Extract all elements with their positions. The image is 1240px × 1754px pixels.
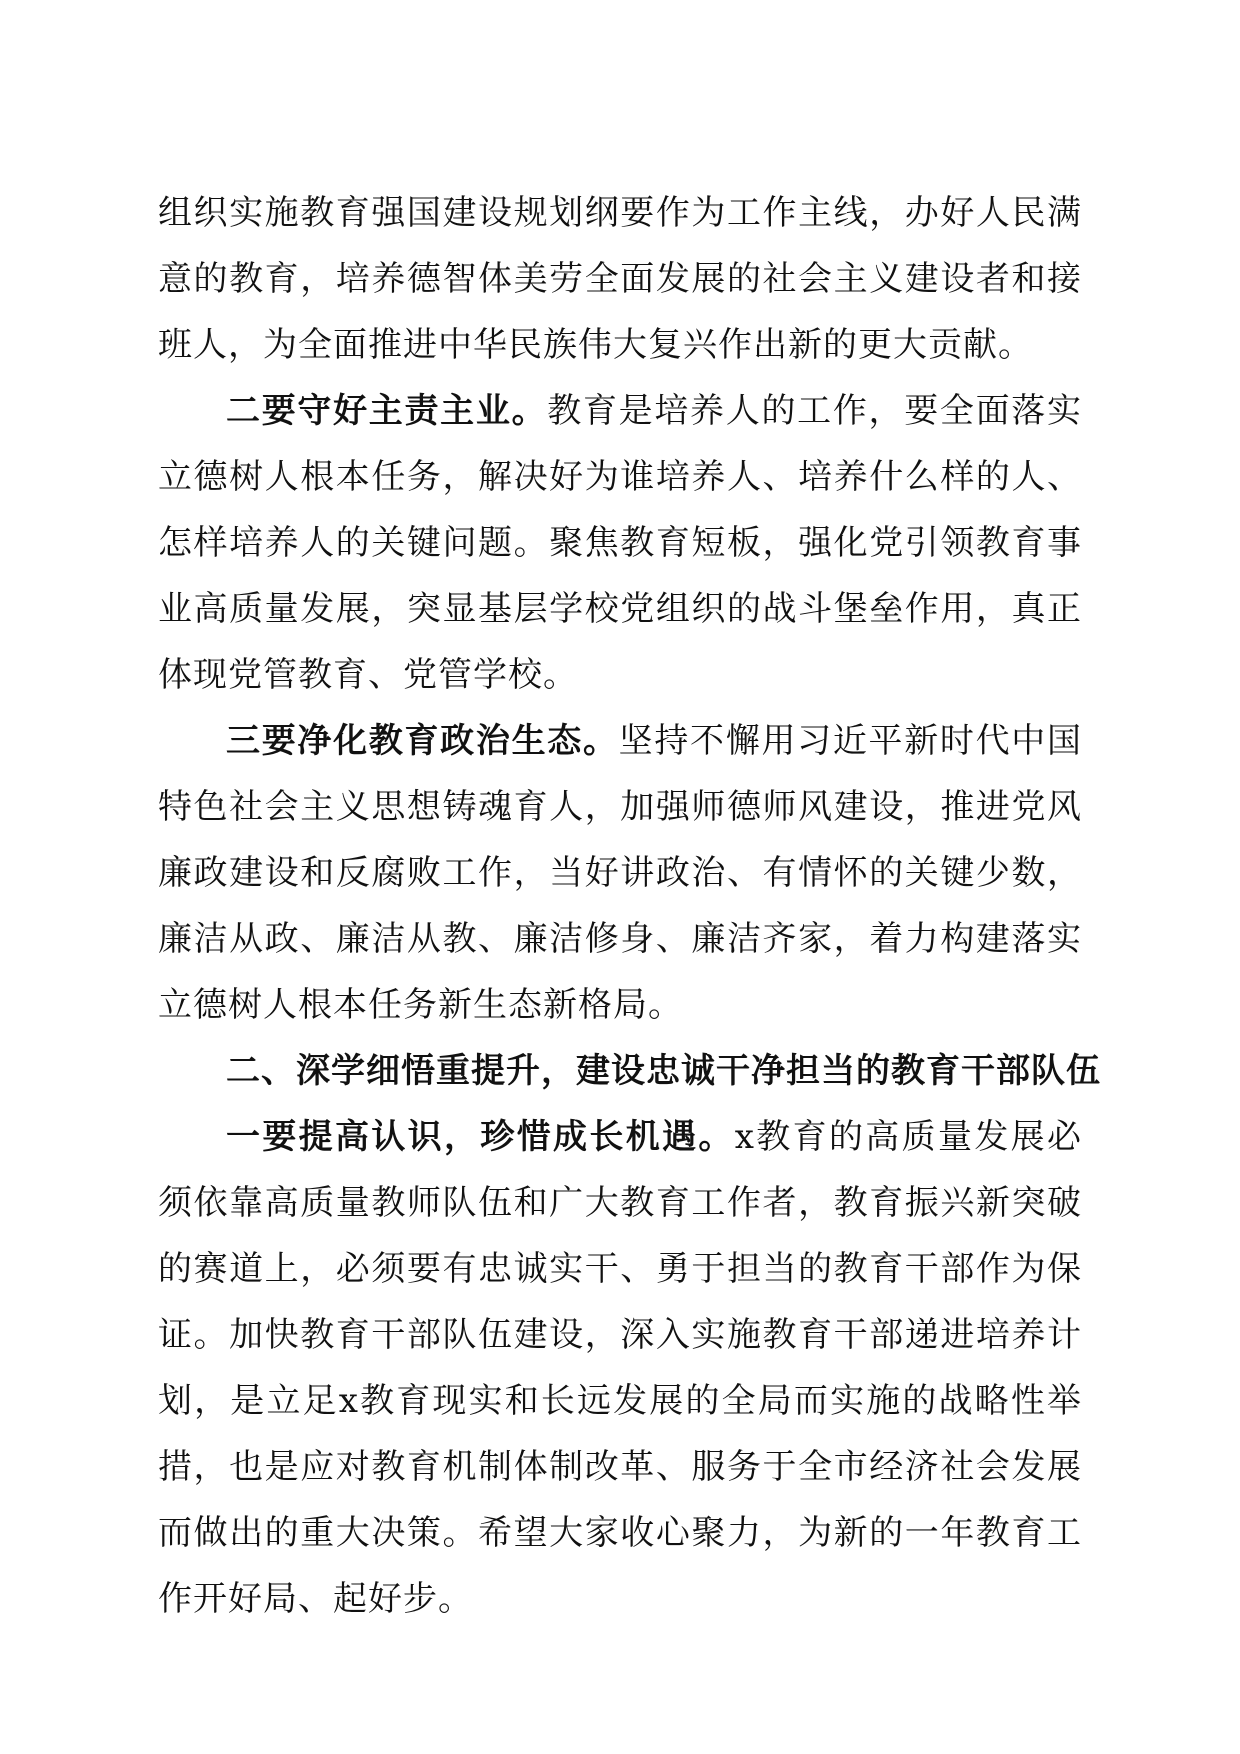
paragraph-awareness — [158, 1104, 1082, 1632]
paragraph-text: 组织实施教育强国建设规划纲要作为工作主线，办好人民满意的教育，培养德智体美劳全面发展的社会主义建设者和接班人，为全面推进中华民族伟大复兴作出新的更大贡献。 — [158, 193, 1082, 365]
paragraph-duty — [158, 378, 1082, 708]
paragraph-text: 坚持不懈用习近平新时代中国特色社会主义思想铸魂育人，加强师德师风建设，推进党风廉政建设和反腐败工作，当好讲政治、有情怀的关键少数，廉洁从政、廉洁从教、廉洁修身、廉洁齐家，着力构建落实立德树人根本任务新生态新格局。 — [158, 721, 1083, 1025]
document-page — [158, 180, 1101, 1632]
paragraph-text: x教育的高质量发展必须依靠高质量教师队伍和广大教育工作者，教育振兴新突破的赛道上，必须要有忠诚实干、勇于担当的教育干部作为保证。加快教育干部队伍建设，深入实施教育干部递进培养计划，是立足x教育现实和长远发展的全局而实施的战略性举措，也是应对教育机制体制改革、服务于全市经济社会发展而做出的重大决策。希望大家收心聚力，为新的一年教育工作开好局、起好步。 — [158, 1117, 1082, 1619]
paragraph-lead: 一要提高认识，珍惜成长机遇。 — [226, 1117, 735, 1157]
paragraph-ecology — [158, 708, 1082, 1038]
paragraph-lead: 三要净化教育政治生态。 — [226, 721, 619, 761]
paragraph-lead: 二要守好主责主业。 — [226, 391, 548, 431]
section-heading: 二、深学细悟重提升，建设忠诚干净担当的教育干部队伍 — [226, 1051, 1101, 1091]
paragraph-continuation — [158, 180, 1082, 378]
paragraph-text: 教育是培养人的工作，要全面落实立德树人根本任务，解决好为谁培养人、培养什么样的人、怎样培养人的关键问题。聚焦教育短板，强化党引领教育事业高质量发展，突显基层学校党组织的战斗堡垒作用，真正体现党管教育、党管学校。 — [158, 391, 1083, 695]
